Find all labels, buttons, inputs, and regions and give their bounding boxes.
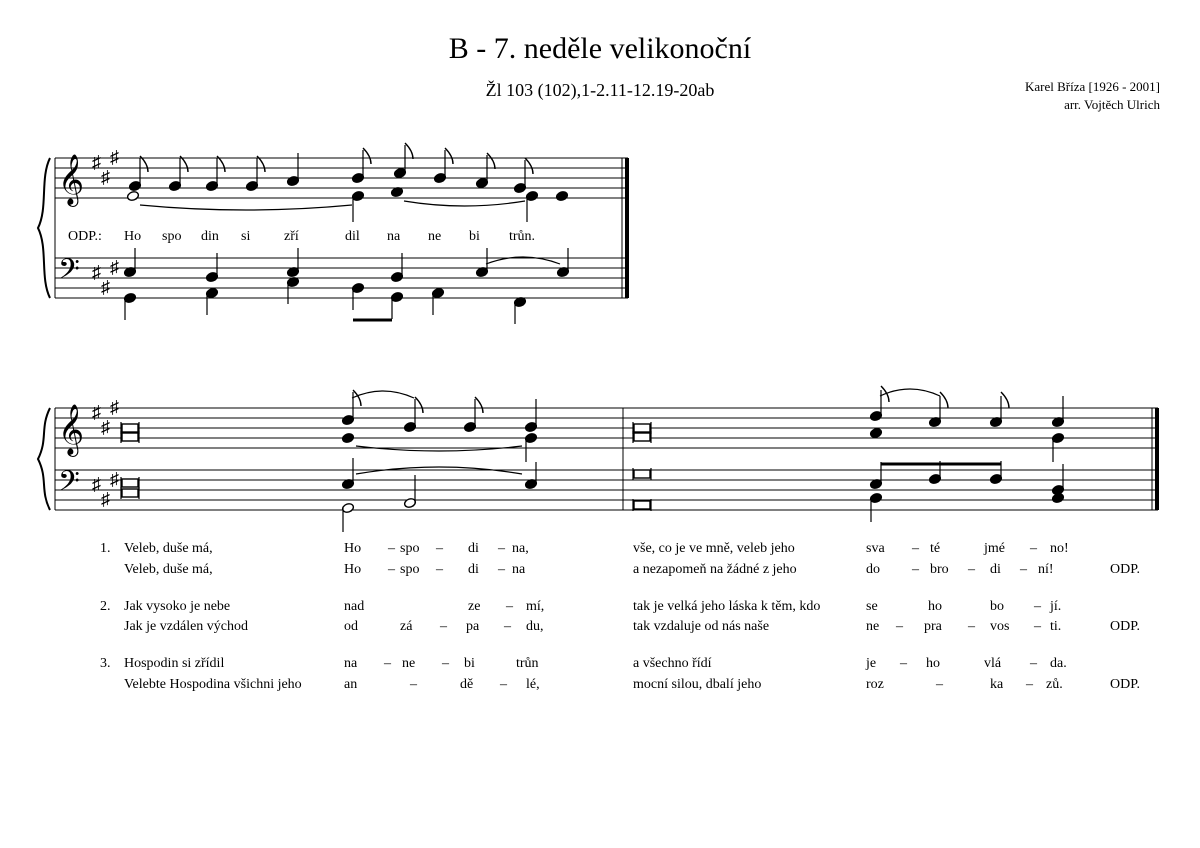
verse-syllable: jmé	[984, 541, 1005, 556]
verse-syllable: –	[388, 562, 395, 577]
verse-syllable: Hospodin si zřídil	[124, 656, 225, 671]
verse-syllable: zů.	[1046, 677, 1063, 692]
refrain-syllable: spo	[162, 229, 182, 244]
verse-syllable: –	[500, 677, 507, 692]
verse-syllable: –	[896, 619, 903, 634]
breve-note	[122, 489, 138, 497]
sharp-sign: ♯	[110, 469, 119, 489]
verse-syllable: je	[866, 656, 877, 671]
sharp-sign: ♯	[101, 277, 110, 297]
note-head	[869, 427, 882, 438]
sharp-sign: ♯	[92, 262, 101, 282]
breve-note	[122, 424, 138, 432]
verse-syllable: ne	[402, 656, 416, 671]
arranger-credit: arr. Vojtěch Ulrich	[1064, 97, 1160, 112]
note-head	[555, 190, 568, 201]
breve-note	[634, 501, 650, 509]
note-flag	[487, 153, 495, 169]
tie	[404, 201, 525, 206]
breve-note	[122, 479, 138, 487]
refrain-syllable: din	[201, 229, 219, 244]
verse-syllable: tak je velká jeho láska k těm, kdo	[633, 599, 821, 614]
verse-syllable: roz	[866, 677, 884, 692]
sharp-sign: ♯	[92, 402, 101, 422]
sharp-sign: ♯	[101, 167, 110, 187]
verse-syllable: vlá	[984, 656, 1002, 671]
verse-syllable: –	[1026, 677, 1033, 692]
verse-syllable: –	[1030, 656, 1037, 671]
tie	[140, 205, 352, 210]
verse-syllable: mí,	[526, 599, 545, 614]
refrain-syllable: si	[241, 229, 251, 244]
note-flag	[363, 148, 371, 164]
composer-credit: Karel Bříza [1926 - 2001]	[1024, 79, 1160, 94]
refrain-syllable: na	[387, 229, 401, 244]
verse-syllable: zá	[400, 619, 413, 634]
verse-syllable: Jak je vzdálen východ	[124, 619, 249, 634]
verse-syllable: a nezapomeň na žádné z jeho	[633, 562, 797, 577]
psalm-tone-system	[38, 386, 1158, 532]
sharp-sign: ♯	[110, 147, 119, 167]
note-flag	[1001, 392, 1009, 408]
verse-syllable: do	[866, 562, 880, 577]
verse-syllable: vos	[990, 619, 1010, 634]
verse-syllable: na,	[512, 541, 529, 556]
response-marker: ODP.	[1110, 677, 1140, 692]
verse-syllable: nad	[344, 599, 365, 614]
treble-clef: 𝄞	[58, 155, 85, 204]
verse-syllable: tak vzdaluje od nás naše	[633, 619, 770, 634]
sharp-sign: ♯	[92, 474, 101, 494]
tie	[880, 389, 940, 396]
verse-syllable: té	[930, 541, 941, 556]
brace	[38, 158, 50, 298]
refrain-label: ODP.:	[68, 229, 102, 244]
breve-note	[634, 433, 650, 441]
note-head	[126, 190, 139, 201]
verse-syllable: od	[344, 619, 358, 634]
verse-syllable: ho	[928, 599, 942, 614]
verse-syllable: bo	[990, 599, 1004, 614]
verse-syllable: –	[388, 541, 395, 556]
note-flag	[405, 143, 413, 159]
note-head	[1051, 492, 1064, 503]
verse-syllable: Veleb, duše má,	[124, 541, 213, 556]
verse-syllable: –	[1030, 541, 1037, 556]
verse-syllable: Jak vysoko je nebe	[124, 599, 231, 614]
response-marker: ODP.	[1110, 562, 1140, 577]
verse-syllable: da.	[1050, 656, 1067, 671]
verse-syllable: ní!	[1038, 562, 1054, 577]
verse-syllable: a všechno řídí	[633, 656, 712, 671]
verse-syllable: dě	[460, 677, 474, 692]
verse-syllable: sva	[866, 541, 885, 556]
verse-syllable: ze	[468, 599, 481, 614]
verse-syllable: spo	[400, 562, 420, 577]
verse-syllable: ne	[866, 619, 880, 634]
tie	[352, 391, 414, 398]
verse-syllable: –	[436, 541, 443, 556]
refrain-syllable: bi	[469, 229, 480, 244]
refrain-syllable: ne	[428, 229, 442, 244]
page-title: B - 7. neděle velikonoční	[448, 32, 752, 65]
sharp-sign: ♯	[101, 489, 110, 509]
verse-syllable: Ho	[344, 562, 362, 577]
verse-syllable: –	[436, 562, 443, 577]
verse-syllable: –	[1034, 619, 1041, 634]
verse-syllable: –	[504, 619, 511, 634]
verse-syllable: –	[440, 619, 447, 634]
verse-syllable: –	[1034, 599, 1041, 614]
breve-note	[634, 424, 650, 432]
verse-syllable: na	[344, 656, 358, 671]
verse-syllable: Velebte Hospodina všichni jeho	[124, 677, 302, 692]
note-flag	[940, 392, 948, 408]
verse-syllable: se	[866, 599, 878, 614]
verse-syllable: –	[442, 656, 449, 671]
verse-syllable: –	[912, 562, 919, 577]
verse-syllable: mocní silou, dbalí jeho	[633, 677, 762, 692]
verse-syllable: –	[1020, 562, 1027, 577]
verse-syllable: ti.	[1050, 619, 1062, 634]
verse-syllable: di	[990, 562, 1001, 577]
bass-clef: 𝄢	[58, 467, 80, 504]
note-flag	[353, 390, 361, 406]
sharp-sign: ♯	[110, 257, 119, 277]
note-flag	[525, 158, 533, 174]
verse-syllable: di	[468, 541, 479, 556]
verse-syllable: spo	[400, 541, 420, 556]
verse-syllable: an	[344, 677, 358, 692]
sharp-sign: ♯	[110, 397, 119, 417]
verse-syllable: no!	[1050, 541, 1069, 556]
response-marker: ODP.	[1110, 619, 1140, 634]
verse-number: 1.	[100, 541, 111, 556]
verse-number: 2.	[100, 599, 111, 614]
breve-note	[634, 470, 650, 478]
verse-syllable: pra	[924, 619, 942, 634]
verse-syllable: –	[968, 619, 975, 634]
verse-syllable: trůn	[516, 656, 539, 671]
verse-syllable: –	[936, 677, 943, 692]
bass-clef: 𝄢	[58, 255, 80, 292]
note-flag	[475, 397, 483, 413]
refrain-syllable: zří	[284, 229, 299, 244]
verse-syllable: –	[498, 541, 505, 556]
verse-syllable: jí.	[1050, 599, 1062, 614]
sharp-sign: ♯	[101, 417, 110, 437]
verse-syllable: –	[506, 599, 513, 614]
breve-note	[122, 433, 138, 441]
refrain-syllable: Ho	[124, 229, 142, 244]
note-flag	[445, 148, 453, 164]
note-head	[341, 432, 354, 443]
sharp-sign: ♯	[92, 152, 101, 172]
verse-syllable: di	[468, 562, 479, 577]
refrain-syllable: trůn.	[509, 229, 536, 244]
verse-syllable: ho	[926, 656, 940, 671]
verse-syllable: Ho	[344, 541, 362, 556]
verse-syllable: lé,	[526, 677, 540, 692]
refrain-syllable: dil	[345, 229, 360, 244]
verse-syllable: –	[410, 677, 417, 692]
verse-syllable: Veleb, duše má,	[124, 562, 213, 577]
verse-syllable: du,	[526, 619, 544, 634]
note-flag	[415, 397, 423, 413]
verse-syllable: –	[900, 656, 907, 671]
verse-syllable: vše, co je ve mně, veleb jeho	[633, 541, 795, 556]
psalm-reference: Žl 103 (102),1-2.11-12.19-20ab	[485, 80, 715, 100]
verse-syllable: –	[968, 562, 975, 577]
brace	[38, 408, 50, 510]
verse-syllable: bro	[930, 562, 949, 577]
verse-syllable: –	[912, 541, 919, 556]
verse-syllable: pa	[466, 619, 480, 634]
treble-clef: 𝄞	[58, 405, 85, 454]
verse-syllable: ka	[990, 677, 1004, 692]
verse-syllable: bi	[464, 656, 475, 671]
verse-syllable: –	[498, 562, 505, 577]
verse-number: 3.	[100, 656, 111, 671]
verse-syllable: –	[384, 656, 391, 671]
verse-syllable: na	[512, 562, 526, 577]
